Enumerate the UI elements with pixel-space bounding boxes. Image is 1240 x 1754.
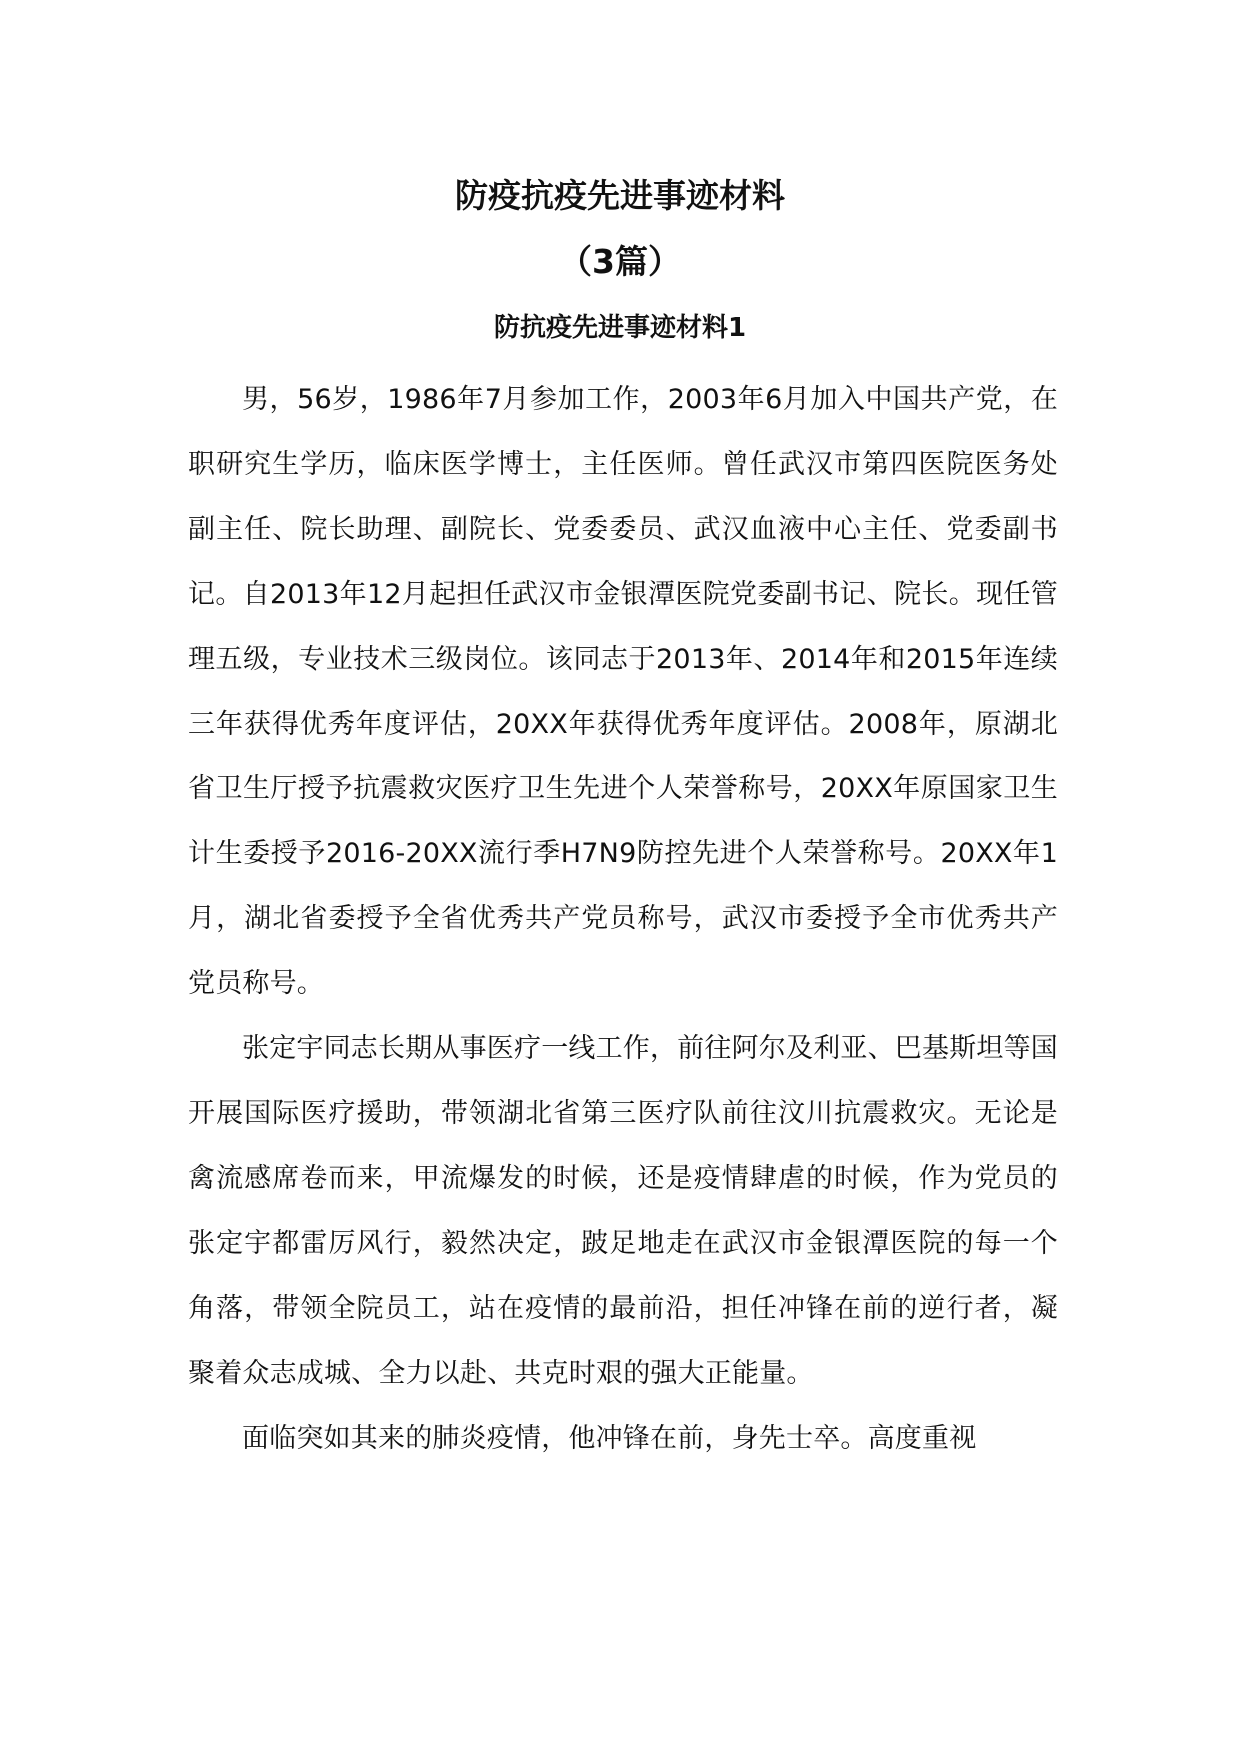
paragraph-1: 男，56岁，1986年7月参加工作，2003年6月加入中国共产党，在职研究生学历，临床医学博士，主任医师。曾任武汉市第四医院医务处副主任、院长助理、副院长、党委委员、武汉血液中心主任、党委副书记。自2013年12月起担任武汉市金银潭医院党委副书记、院长。现任管理五级，专业技术三级岗位。该同志于2013年、2014年和2015年连续三年获得优秀年度评估，20XX年获得优秀年度评估。2008年，原湖北省卫生厅授予抗震救灾医疗卫生先进个人荣誉称号，20XX年原国家卫生计生委授予2016-20XX流行季H7N9防控先进个人荣誉称号。20XX年1月，湖北省委授予全省优秀共产党员称号，武汉市委授予全市优秀共产党员称号。	[188, 384, 1058, 1000]
document-body	[188, 368, 1058, 1471]
document-subtitle: （3篇）	[559, 242, 681, 281]
paragraph-2: 张定宇同志长期从事医疗一线工作，前往阿尔及利亚、巴基斯坦等国开展国际医疗援助，带领湖北省第三医疗队前往汶川抗震救灾。无论是禽流感席卷而来，甲流爆发的时候，还是疫情肆虐的时候，作为党员的张定宇都雷厉风行，毅然决定，跛足地走在武汉市金银潭医院的每一个角落，带领全院员工，站在疫情的最前沿，担任冲锋在前的逆行者，凝聚着众志成城、全力以赴、共克时艰的强大正能量。	[188, 1033, 1058, 1389]
section-heading: 防抗疫先进事迹材料1	[493, 313, 747, 343]
document-title: 防疫抗疫先进事迹材料	[455, 176, 785, 215]
paragraph-3: 面临突如其来的肺炎疫情，他冲锋在前，身先士卒。高度重视	[242, 1422, 977, 1454]
